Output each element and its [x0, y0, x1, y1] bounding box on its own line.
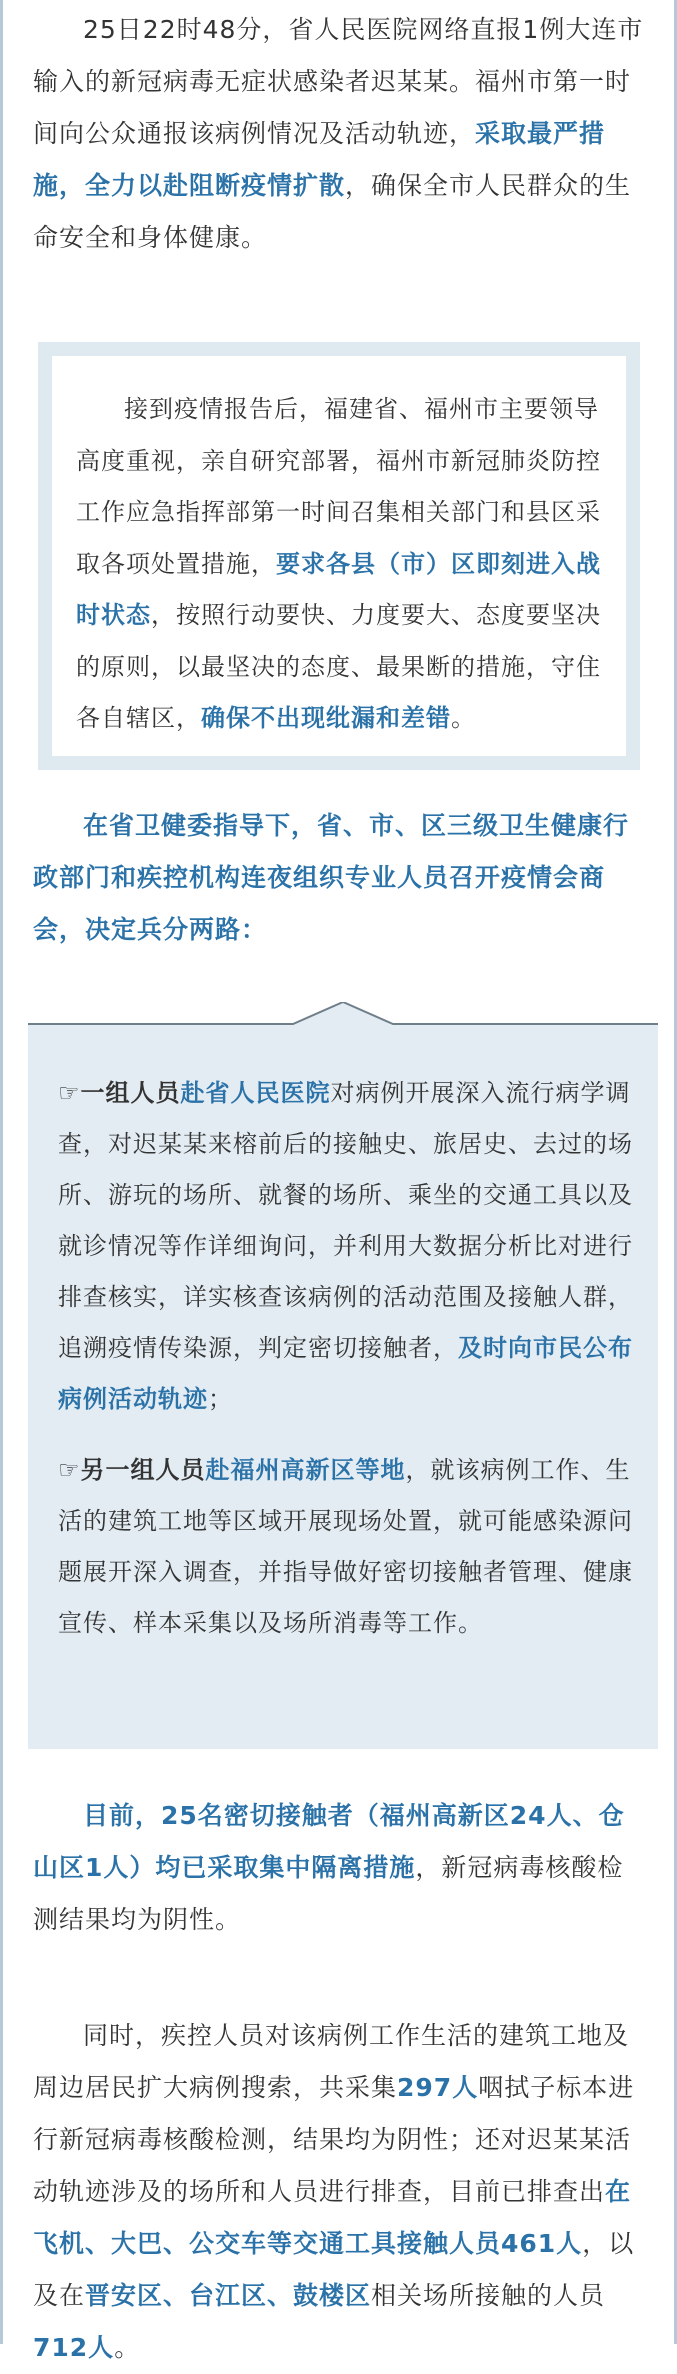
meanwhile-section [33, 2010, 647, 2374]
consultation-section [33, 800, 647, 956]
notch-divider [28, 1002, 658, 1046]
group-one-tail: ； [208, 1385, 233, 1413]
consultation-text: 在省卫健委指导下，省、市、区三级卫生健康行政部门和疾控机构连夜组织专业人员召开疫情会商会，决定兵分两路： [33, 811, 630, 944]
meanwhile-text-a: 同时，疾控人员对该病例工作生活的建筑工地及周边居民扩大病例搜索，共采集 [33, 2021, 630, 2102]
leadership-box-inner [52, 356, 626, 756]
leadership-text-3: 。 [451, 704, 476, 732]
pointing-hand-icon: ☞ [58, 1456, 81, 1484]
group-one-highlight: 及时向市民公布病例活动轨迹 [58, 1334, 633, 1413]
groups-box [28, 1024, 658, 1749]
group-one-paragraph [58, 1068, 638, 1425]
intro-text-end: ，确保全市人民群众的生命安全和身体健康。 [33, 171, 632, 252]
current-status-section [33, 1790, 647, 1946]
meanwhile-text-e: 。 [114, 2333, 141, 2362]
intro-section [33, 4, 647, 264]
districts-highlight: 晋安区、台江区、鼓楼区 [85, 2281, 372, 2310]
group-two-destination: 赴福州高新区等地 [205, 1456, 406, 1484]
group-one-body: 对病例开展深入流行病学调查，对迟某某来榕前后的接触史、旅居史、去过的场所、游玩的场所、就餐的场所、乘坐的交通工具以及就诊情况等作详细询问，并利用大数据分析比对进行排查核实，详实核查该病例的活动范围及接触人群，追溯疫情传染源，判定密切接触者， [58, 1079, 633, 1362]
meanwhile-text-d: 相关场所接触的人员 [371, 2281, 606, 2310]
pointing-hand-icon: ☞ [58, 1079, 81, 1107]
leadership-highlight-1: 要求各县（市）区即刻进入战时状态 [76, 549, 601, 629]
meanwhile-text-c: ，以及在 [33, 2229, 635, 2310]
intro-text: 25日22时48分，省人民医院网络直报1例大连市输入的新冠病毒无症状感染者迟某某。福州市第一时间向公众通报该病例情况及活动轨迹， [33, 15, 644, 148]
intro-highlight: 采取最严措施，全力以赴阻断疫情扩散 [33, 119, 606, 200]
group-one-lead: 一组人员 [80, 1079, 181, 1107]
meanwhile-text-b: 咽拭子标本进行新冠病毒核酸检测，结果均为阴性；还对迟某某活动轨迹涉及的场所和人员进行排查，目前已排查出 [33, 2073, 635, 2206]
leadership-highlight-2: 确保不出现纰漏和差错 [201, 704, 451, 732]
group-one-destination: 赴省人民医院 [180, 1079, 331, 1107]
group-two-body: ，就该病例工作、生活的建筑工地等区域开展现场处置，就可能感染源问题展开深入调查，并指导做好密切接触者管理、健康宣传、样本采集以及场所消毒等工作。 [58, 1456, 633, 1637]
meanwhile-paragraph [33, 2010, 647, 2374]
group-two-lead: 另一组人员 [80, 1456, 206, 1484]
leadership-text-2: ，按照行动要快、力度要大、态度要坚决的原则，以最坚决的态度、最果断的措施，守住各自辖区， [76, 601, 601, 732]
current-status-highlight: 目前，25名密切接触者（福州高新区24人、仓山区1人）均已采取集中隔离措施 [33, 1801, 625, 1882]
consultation-heading [33, 800, 647, 956]
leadership-paragraph [76, 384, 608, 745]
current-status-rest: ，新冠病毒核酸检测结果均为阴性。 [33, 1853, 624, 1934]
leadership-box [38, 342, 640, 770]
group-two-paragraph [58, 1445, 638, 1649]
intro-paragraph [33, 4, 647, 264]
leadership-text-1: 接到疫情报告后，福建省、福州市主要领导高度重视，亲自研究部署，福州市新冠肺炎防控工作应急指挥部第一时间召集相关部门和县区采取各项处置措施， [76, 395, 601, 578]
current-status-paragraph [33, 1790, 647, 1946]
groups-inner [58, 1068, 638, 1649]
transport-contacts-highlight: 在飞机、大巴、公交车等交通工具接触人员461人 [33, 2177, 632, 2258]
venue-contacts-count: 712人 [33, 2333, 115, 2362]
sample-count: 297人 [397, 2073, 479, 2102]
